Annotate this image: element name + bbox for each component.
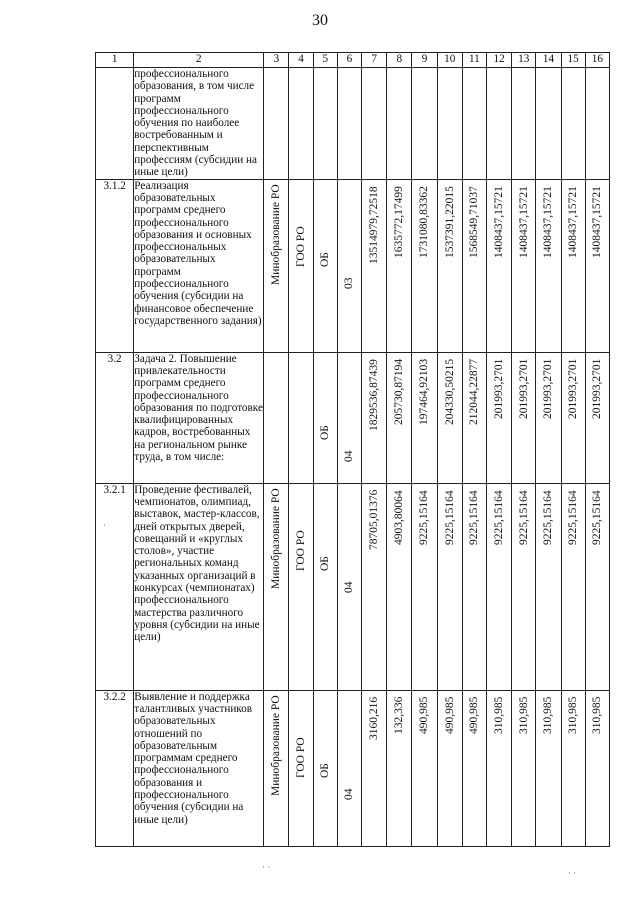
value-cell [362,179,387,352]
header-cell: 3 [264,53,289,68]
value-cell [362,352,387,483]
value-cell-text: 1568549,71037 [468,185,481,258]
value-cell-text: 9225,15164 [443,490,456,545]
value-cell-text: 9225,15164 [567,490,580,545]
budget-source [313,179,337,352]
value-cell-text: 13514979,72518 [368,186,381,264]
value-cell [486,690,511,846]
responsible-executor-text: Минобразование РО [270,487,283,589]
value-cell-text: 9225,15164 [591,490,604,545]
value-cell [462,690,486,846]
scan-speck: · · [568,868,577,878]
executor-type [289,483,313,690]
value-cell [486,352,511,483]
responsible-executor [264,483,289,690]
value-cell-text: 197464,92103 [418,358,431,425]
value-cell [437,179,462,352]
budget-source-text: ОБ [319,251,332,267]
table-body [96,53,610,847]
budget-source-text: ОБ [319,555,332,571]
executor-type [289,690,313,846]
value-cell [561,68,585,180]
value-cell [362,483,387,690]
table-row [96,690,610,846]
value-cell [462,483,486,690]
value-cell [585,68,609,180]
value-cell [362,68,387,180]
header-row [96,53,610,68]
table-row [96,352,610,483]
value-cell-text: 1408437,15721 [567,185,580,258]
value-cell [561,483,585,690]
header-cell: 7 [362,53,387,68]
expense-code [337,68,361,180]
value-cell-text: 9225,15164 [517,490,530,545]
value-cell [512,690,536,846]
value-cell-text: 1408437,15721 [591,185,604,258]
value-cell-text: 310,985 [591,696,604,734]
table-row [96,483,610,690]
row-description: профессионального образования, в том числе программ профессионального обучения по наиболее востребованным и перспективным профессиям (субсидии на иные цели) [134,68,264,180]
header-cell: 16 [585,53,609,68]
responsible-executor [264,68,289,180]
expense-code [337,483,361,690]
value-cell [585,483,609,690]
header-cell: 10 [437,53,462,68]
value-cell [486,483,511,690]
value-cell [561,352,585,483]
value-cell [512,483,536,690]
executor-type [289,179,313,352]
table-row [96,179,610,352]
header-cell: 14 [536,53,561,68]
budget-source [313,690,337,846]
row-number: 3.2.2 [96,690,134,846]
expense-code-text: 04 [343,450,356,462]
value-cell-text: 201993,2701 [517,358,530,419]
header-cell: 9 [412,53,437,68]
value-cell [512,179,536,352]
value-cell-text: 78705,01376 [368,489,381,550]
budget-source-text: ОБ [319,762,332,778]
value-cell [437,483,462,690]
table-row [96,68,610,180]
executor-type-text: ГОО РО [294,529,307,571]
value-cell [462,179,486,352]
executor-type-text: ГОО РО [294,736,307,778]
responsible-executor [264,179,289,352]
value-cell [437,352,462,483]
value-cell-text: 9225,15164 [468,490,481,545]
value-cell-text: 1537391,22015 [443,185,456,258]
value-cell-text: 132,336 [393,696,406,734]
value-cell [387,352,412,483]
header-cell: 15 [561,53,585,68]
value-cell-text: 310,985 [517,696,530,734]
header-cell: 1 [96,53,134,68]
value-cell [412,483,437,690]
value-cell [437,690,462,846]
value-cell [585,352,609,483]
value-cell-text: 205730,87194 [393,358,406,425]
row-description: Задача 2. Повышение привлекательности программ среднего профессионального образования по подготовке квалифицированных кадров, востребованных на региональном рынке труда, в том числе: [134,352,264,483]
value-cell-text: 1408437,15721 [492,185,505,258]
header-cell: 5 [313,53,337,68]
value-cell [512,68,536,180]
value-cell [536,352,561,483]
row-description: Выявление и поддержка талантливых участников образовательных отношений по образовательным программам среднего профессионального образования и профессионального обучения (субсидии на иные цели) [134,690,264,846]
budget-source [313,68,337,180]
budget-source-text: ОБ [319,424,332,440]
value-cell-text: 1635772,17499 [393,185,406,258]
header-cell: 13 [512,53,536,68]
header-cell: 8 [387,53,412,68]
value-cell-text: 204330,50215 [443,358,456,425]
value-cell [387,690,412,846]
expense-code [337,352,361,483]
row-description: Проведение фестивалей, чемпионатов, олимпиад, выставок, мастер-классов, дней открытых дверей, совещаний и «круглых столов», участие региональных команд указанных организаций в конкурсах (чемпионатах) профессионального мастерства различного уровня (субсидии на иные цели) [134,483,264,690]
value-cell-text: 9225,15164 [492,490,505,545]
value-cell [437,68,462,180]
value-cell [486,68,511,180]
value-cell [387,483,412,690]
executor-type-text: ГОО РО [294,225,307,267]
value-cell-text: 201993,2701 [492,358,505,419]
value-cell-text: 9225,15164 [418,490,431,545]
header-cell: 11 [462,53,486,68]
expense-code-text: 04 [343,788,356,800]
value-cell-text: 212044,22877 [468,358,481,425]
row-number [96,68,134,180]
expense-code-text: 03 [343,277,356,289]
value-cell-text: 1731080,83362 [418,185,431,258]
row-number: 3.1.2 [96,179,134,352]
value-cell-text: 1408437,15721 [542,185,555,258]
value-cell-text: 1829536,87439 [368,358,381,431]
row-number: 3.2.1 [96,483,134,690]
value-cell [462,68,486,180]
row-number: 3.2 [96,352,134,483]
value-cell-text: 4903,80064 [393,490,406,545]
value-cell-text: 310,985 [542,696,555,734]
value-cell [512,352,536,483]
value-cell [536,690,561,846]
scan-speck: · [103,520,106,530]
value-cell [536,68,561,180]
expense-code [337,179,361,352]
value-cell-text: 1408437,15721 [517,185,530,258]
scan-speck: · · [262,862,271,872]
value-cell-text: 490,985 [443,696,456,734]
value-cell-text: 310,985 [492,696,505,734]
value-cell [362,690,387,846]
value-cell [561,179,585,352]
value-cell [462,352,486,483]
value-cell [412,352,437,483]
value-cell [561,690,585,846]
page-number: 30 [312,12,328,29]
value-cell [412,690,437,846]
value-cell [536,179,561,352]
value-cell-text: 201993,2701 [542,358,555,419]
value-cell [585,179,609,352]
budget-source [313,352,337,483]
responsible-executor-text: Минобразование РО [270,183,283,285]
expense-code [337,690,361,846]
value-cell-text: 490,985 [418,696,431,734]
expense-code-text: 04 [343,581,356,593]
responsible-executor-text: Минобразование РО [270,694,283,796]
value-cell-text: 9225,15164 [542,490,555,545]
value-cell-text: 490,985 [468,696,481,734]
value-cell [412,179,437,352]
value-cell-text: 310,985 [567,696,580,734]
value-cell [486,179,511,352]
value-cell [387,179,412,352]
value-cell [387,68,412,180]
value-cell-text: 3160,216 [368,696,381,740]
header-cell: 2 [134,53,264,68]
header-cell: 12 [486,53,511,68]
header-cell: 6 [337,53,361,68]
header-cell: 4 [289,53,313,68]
executor-type [289,68,313,180]
row-description: Реализация образовательных программ среднего профессионального образования и основных профессиональных образовательных программ профессионального обучения (субсидии на финансовое обеспечение государственного задания) [134,179,264,352]
value-cell-text: 201993,2701 [591,358,604,419]
responsible-executor [264,352,289,483]
responsible-executor [264,690,289,846]
budget-table [95,52,610,847]
budget-source [313,483,337,690]
value-cell-text: 201993,2701 [567,358,580,419]
value-cell [536,483,561,690]
value-cell [585,690,609,846]
executor-type [289,352,313,483]
value-cell [412,68,437,180]
